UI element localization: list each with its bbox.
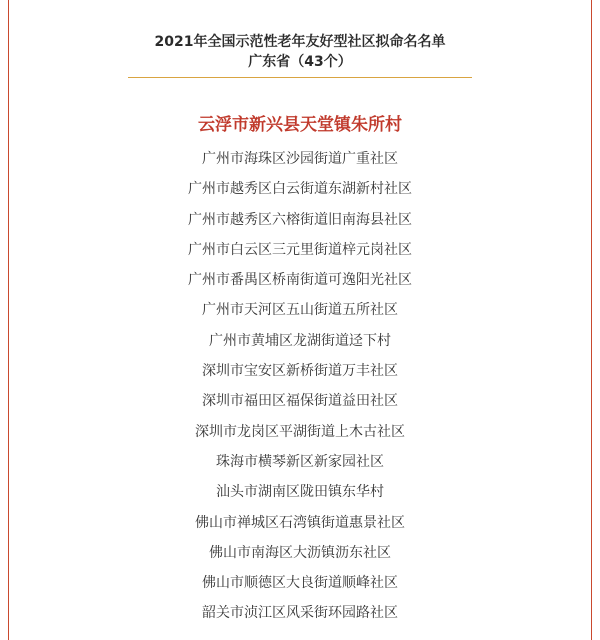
list-item: 珠海市横琴新区新家园社区 (216, 453, 384, 470)
province-subtitle: 广东省（43个） (248, 54, 352, 70)
list-item: 广州市天河区五山街道五所社区 (202, 302, 398, 319)
page-title: 2021年全国示范性老年友好型社区拟命名名单 (154, 34, 446, 50)
header-divider (128, 77, 472, 78)
list-item: 广州市越秀区白云街道东湖新村社区 (188, 181, 412, 198)
community-list (0, 144, 600, 629)
list-item: 广州市越秀区六榕街道旧南海县社区 (188, 211, 412, 228)
list-item: 深圳市福田区福保街道益田社区 (202, 393, 398, 410)
list-item: 汕头市湖南区陇田镇东华村 (216, 484, 384, 501)
list-item: 佛山市南海区大沥镇沥东社区 (209, 544, 391, 561)
list-item: 广州市黄埔区龙湖街道迳下村 (209, 332, 391, 349)
list-item: 广州市海珠区沙园街道广重社区 (202, 151, 398, 167)
list-item: 广州市白云区三元里街道梓元岗社区 (188, 241, 412, 258)
featured-community: 云浮市新兴县天堂镇朱所村 (198, 115, 402, 135)
list-item: 佛山市禅城区石湾镇街道惠景社区 (195, 514, 405, 531)
list-item: 佛山市顺德区大良街道顺峰社区 (202, 575, 398, 592)
list-item: 深圳市宝安区新桥街道万丰社区 (202, 363, 398, 380)
list-item: 韶关市浈江区风采街环园路社区 (202, 605, 398, 622)
list-item: 深圳市龙岗区平湖街道上木古社区 (195, 423, 405, 440)
list-item: 广州市番禺区桥南街道可逸阳光社区 (188, 272, 412, 289)
